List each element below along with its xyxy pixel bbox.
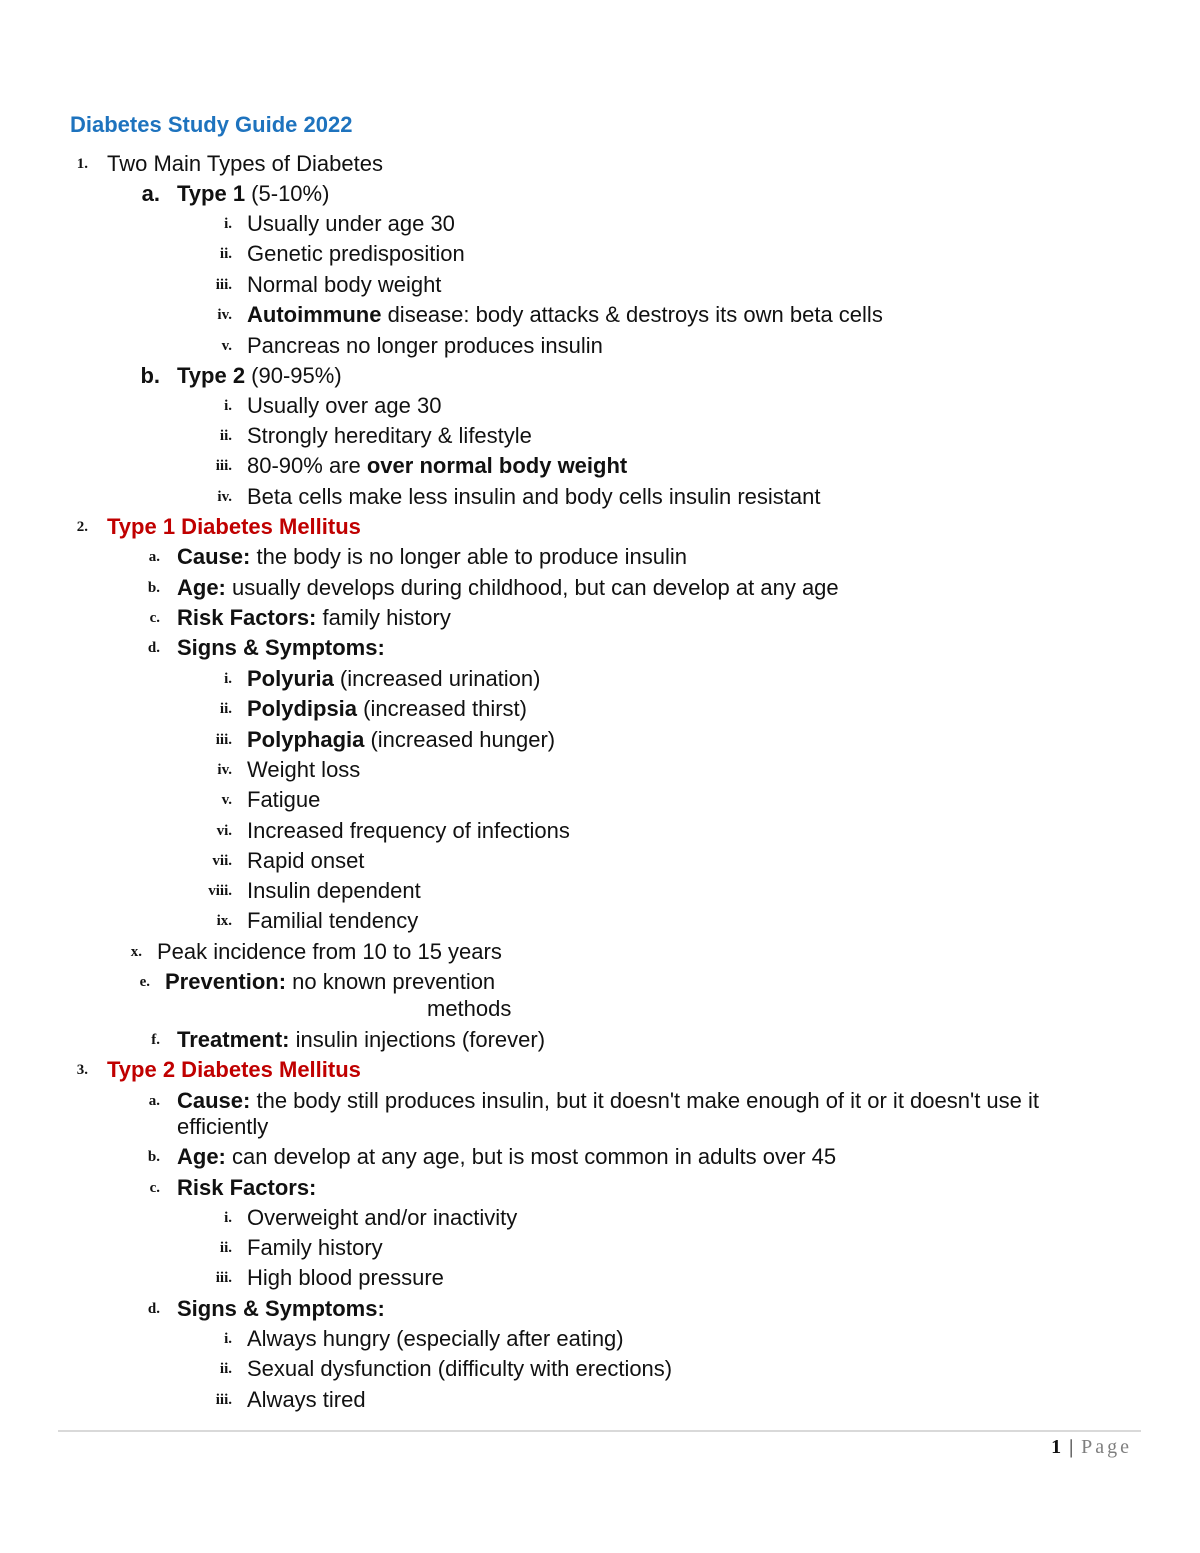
list-item: Risk Factors: family history: [177, 605, 451, 630]
list-item: Treatment: insulin injections (forever): [177, 1027, 546, 1052]
list-marker: e.: [139, 974, 150, 990]
page-footer: [1051, 1434, 1132, 1460]
list-marker: i.: [224, 216, 232, 232]
document-title: Diabetes Study Guide 2022: [70, 112, 353, 137]
list-item: Weight loss: [247, 757, 361, 782]
list-marker: vi.: [216, 823, 232, 839]
list-item: Signs & Symptoms:: [177, 1296, 385, 1321]
list-marker: iv.: [217, 762, 232, 778]
list-item: Strongly hereditary & lifestyle: [247, 423, 532, 448]
list-item: Rapid onset: [247, 848, 365, 873]
list-item: Risk Factors:: [177, 1175, 317, 1200]
list-marker: iii.: [215, 458, 232, 474]
list-item: Peak incidence from 10 to 15 years: [157, 939, 502, 964]
footer-divider: [58, 1430, 1141, 1432]
list-item: Polyuria (increased urination): [247, 666, 541, 691]
section-heading: Type 1 Diabetes Mellitus: [107, 514, 361, 539]
list-item: Genetic predisposition: [247, 241, 465, 266]
list-marker: ii.: [219, 701, 232, 717]
list-marker: ii.: [219, 428, 232, 444]
list-item: Always tired: [247, 1387, 366, 1412]
list-item: Overweight and/or inactivity: [247, 1205, 518, 1230]
list-marker: ii.: [219, 246, 232, 262]
list-marker: a.: [148, 1093, 160, 1109]
section-heading: Type 2 Diabetes Mellitus: [107, 1057, 361, 1082]
list-marker: 1.: [76, 156, 88, 172]
footer-separator: |: [1069, 1436, 1074, 1458]
list-marker: c.: [149, 610, 160, 626]
list-item: Type 2 (90-95%): [177, 363, 342, 388]
list-item: Fatigue: [247, 787, 321, 812]
list-marker: c.: [149, 1180, 160, 1196]
list-marker: x.: [130, 944, 142, 960]
list-item: 80-90% are over normal body weight: [247, 453, 628, 478]
list-item: Beta cells make less insulin and body cells insulin resistant: [247, 484, 821, 509]
list-marker: a.: [148, 549, 160, 565]
list-item: Normal body weight: [247, 272, 442, 297]
list-marker: b.: [147, 1149, 160, 1165]
list-item: High blood pressure: [247, 1265, 444, 1290]
list-marker: d.: [147, 1301, 160, 1317]
list-item: Polyphagia (increased hunger): [247, 727, 556, 752]
list-item: Age: usually develops during childhood, but can develop at any age: [177, 575, 839, 600]
list-marker: ii.: [219, 1361, 232, 1377]
list-marker: i.: [224, 1210, 232, 1226]
list-item: Polydipsia (increased thirst): [247, 696, 527, 721]
page-number: 1: [1051, 1436, 1062, 1458]
list-marker: a.: [141, 181, 160, 206]
list-marker: i.: [224, 398, 232, 414]
list-item: Autoimmune disease: body attacks & destroys its own beta cells: [247, 302, 883, 327]
list-marker: b.: [147, 580, 160, 596]
list-marker: iii.: [215, 1270, 232, 1286]
list-marker: 3.: [76, 1062, 88, 1078]
list-item: Usually under age 30: [247, 211, 455, 236]
list-item-continuation: efficiently: [177, 1114, 269, 1139]
list-marker: b.: [140, 363, 160, 388]
list-marker: iii.: [215, 732, 232, 748]
list-item: Always hungry (especially after eating): [247, 1326, 624, 1351]
list-marker: v.: [221, 338, 232, 354]
list-item: Increased frequency of infections: [247, 818, 570, 843]
list-marker: iii.: [215, 1392, 232, 1408]
list-item-continuation: methods: [427, 996, 512, 1021]
list-marker: d.: [147, 640, 160, 656]
list-marker: iv.: [217, 489, 232, 505]
list-item: Age: can develop at any age, but is most common in adults over 45: [177, 1144, 837, 1169]
list-marker: ix.: [216, 913, 232, 929]
page-label: Page: [1081, 1436, 1132, 1458]
list-item: Signs & Symptoms:: [177, 635, 385, 660]
list-item: Prevention: no known prevention: [165, 969, 496, 994]
list-marker: vii.: [212, 853, 232, 869]
list-item: Family history: [247, 1235, 383, 1260]
list-item: Insulin dependent: [247, 878, 421, 903]
list-item: Pancreas no longer produces insulin: [247, 333, 603, 358]
list-marker: ii.: [219, 1240, 232, 1256]
list-item: Usually over age 30: [247, 393, 442, 418]
list-item: Familial tendency: [247, 908, 419, 933]
list-item: Type 1 (5-10%): [177, 181, 330, 206]
list-item: Cause: the body still produces insulin, but it doesn't make enough of it or it doesn't use it: [177, 1088, 1039, 1113]
list-marker: i.: [224, 1331, 232, 1347]
list-marker: iii.: [215, 277, 232, 293]
list-marker: f.: [151, 1032, 160, 1048]
list-marker: i.: [224, 671, 232, 687]
list-marker: viii.: [208, 883, 232, 899]
list-item: Sexual dysfunction (difficulty with erections): [247, 1356, 673, 1381]
list-marker: iv.: [217, 307, 232, 323]
list-item: Cause: the body is no longer able to produce insulin: [177, 544, 687, 569]
list-marker: v.: [221, 792, 232, 808]
section-heading: Two Main Types of Diabetes: [107, 151, 383, 176]
list-marker: 2.: [76, 519, 88, 535]
